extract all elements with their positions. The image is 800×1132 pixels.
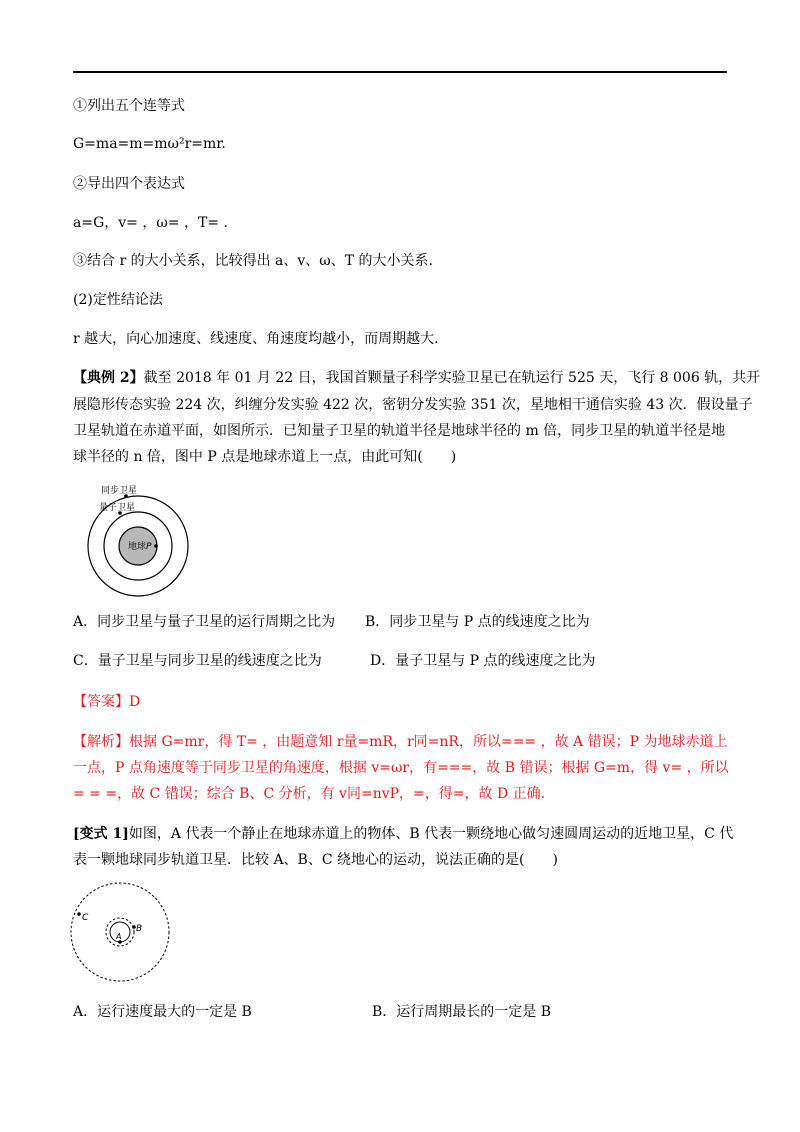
example-2-line-3: 卫星轨道在赤道平面，如图所示．已知量子卫星的轨道半径是地球半径的 m 倍，同步卫星的轨道半径是地 <box>73 423 726 439</box>
example-2-line-4: 球半径的 n 倍，图中 P 点是地球赤道上一点，由此可知( ) <box>73 449 457 465</box>
example-2-tag: 【典例 2】 <box>73 370 144 386</box>
example-2-text-1: 截至 2018 年 01 月 22 日，我国首颗量子科学实验卫星已在轨运行 525 天，飞行 8 006 轨，共开 <box>143 370 761 386</box>
orbit-figure-1 <box>70 484 220 599</box>
earth-label: 地球 <box>128 542 147 552</box>
header-rule <box>73 71 727 73</box>
orbit-figure-2 <box>70 876 210 988</box>
quantum-satellite-label: 量子卫星 <box>99 503 136 513</box>
sync-satellite-label: 同步卫星 <box>101 486 138 496</box>
method-step-1: ①列出五个连等式 <box>73 98 185 114</box>
point-p-dot <box>154 544 158 548</box>
variant-1-line-2: 表一颗地球同步轨道卫星．比较 A、B、C 绕地心的运动，说法正确的是( ) <box>73 852 558 868</box>
option-a: A．同步卫星与量子卫星的运行周期之比为 <box>73 614 336 630</box>
variant-option-b: B．运行周期最长的一定是 B <box>372 1004 552 1020</box>
option-b: B．同步卫星与 P 点的线速度之比为 <box>365 614 590 630</box>
variant-1-text-1: 如图，A 代表一个静止在地球赤道上的物体、B 代表一颗绕地心做匀速圆周运动的近地卫星，C 代 <box>128 826 734 842</box>
point-c-dot <box>77 912 81 916</box>
section-2-text: r 越大，向心加速度、线速度、角速度均越小，而周期越大. <box>73 331 439 347</box>
analysis-line-1: 【解析】根据 G=mr，得 T= ，由题意知 r量=mR，r同=nR，所以=== ，故 A 错误；P 为地球赤道上 <box>73 734 728 750</box>
example-2-line-1 <box>73 369 760 387</box>
example-2-line-2: 展隐形传态实验 224 次，纠缠分发实验 422 次，密钥分发实验 351 次，星地相干通信实验 43 次．假设量子 <box>73 397 753 413</box>
section-2-title: (2)定性结论法 <box>73 292 163 308</box>
label-c: C <box>82 913 89 923</box>
variant-1-line-1 <box>73 825 733 843</box>
variant-option-a: A．运行速度最大的一定是 B <box>73 1004 252 1020</box>
label-a: A <box>116 932 122 941</box>
option-d: D．量子卫星与 P 点的线速度之比为 <box>370 653 596 669</box>
method-equation-2: a=G，v= ，ω= ，T= . <box>73 215 228 231</box>
variant-1-tag: [变式 1] <box>73 826 129 842</box>
method-step-3: ③结合 r 的大小关系，比较得出 a、v、ω、T 的大小关系. <box>73 253 433 269</box>
option-c: C．量子卫星与同步卫星的线速度之比为 <box>73 653 322 669</box>
label-b: B <box>136 924 143 934</box>
point-p-label: P <box>146 542 152 552</box>
method-equation-1: G=ma=m=mω²r=mr. <box>73 136 226 152</box>
answer: 【答案】D <box>73 694 141 710</box>
analysis-line-3: = = =，故 C 错误；综合 B、C 分析，有 v同=nvP，=，得=，故 D 正确. <box>73 786 546 802</box>
analysis-line-2: 一点，P 点角速度等于同步卫星的角速度，根据 v=ωr，有===，故 B 错误；根据 G=m，得 v= ，所以 <box>73 760 729 776</box>
method-step-2: ②导出四个表达式 <box>73 176 185 192</box>
